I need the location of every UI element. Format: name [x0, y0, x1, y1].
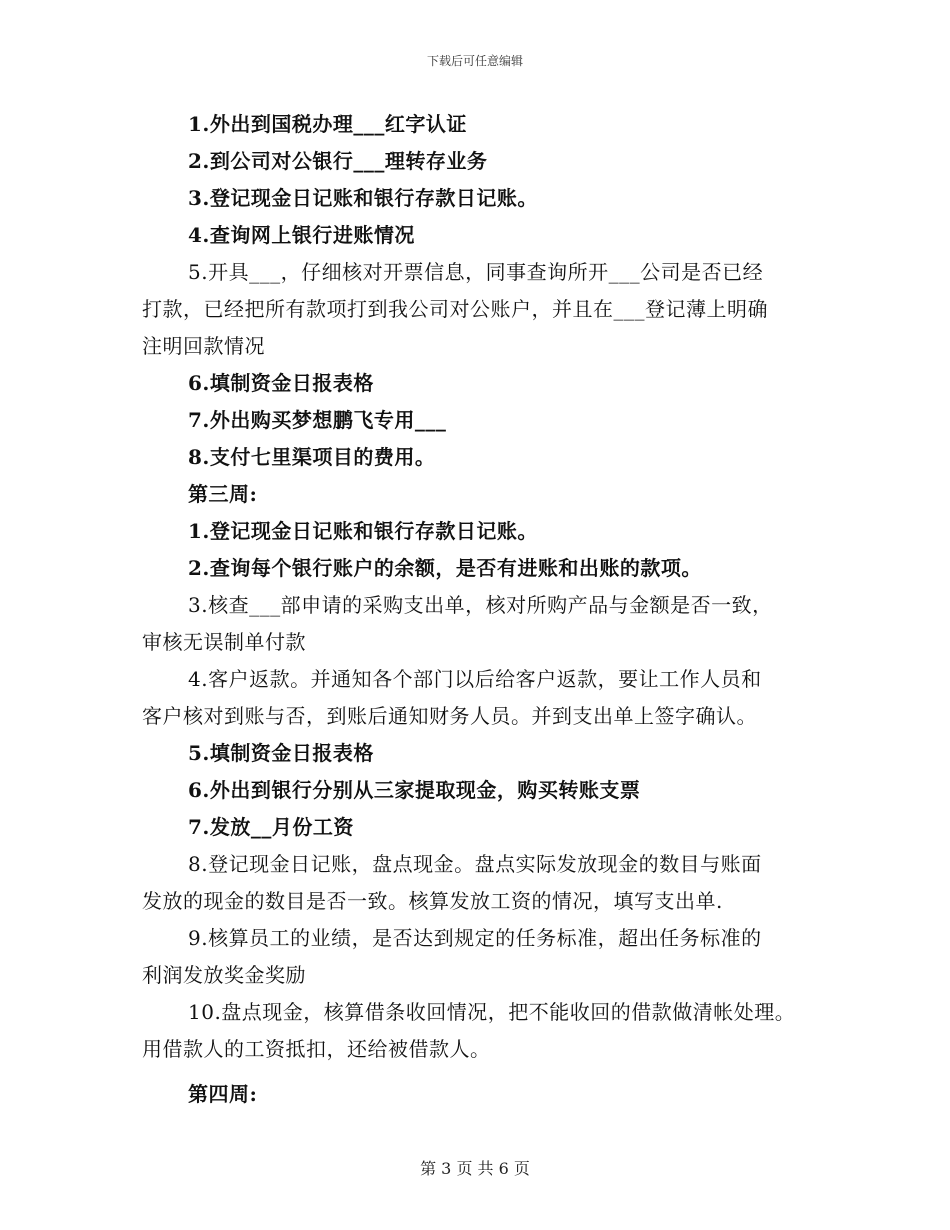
text-line: 利润发放奖金奖励 — [142, 963, 306, 987]
text-line: 9.核算员工的业绩，是否达到规定的任务标准，超出任务标准的 — [188, 926, 762, 950]
text-line: 2.到公司对公银行___理转存业务 — [188, 149, 488, 173]
text-line: 10.盘点现金，核算借条收回情况，把不能收回的借款做清帐处理。 — [188, 1000, 796, 1024]
text-line: 审核无误制单付款 — [142, 630, 306, 654]
text-line: 4.查询网上银行进账情况 — [188, 223, 415, 247]
text-line: 1.登记现金日记账和银行存款日记账。 — [188, 519, 538, 543]
text-line: 第三周: — [188, 482, 258, 506]
text-line: 6.填制资金日报表格 — [188, 371, 374, 395]
page-footer: 第 3 页 共 6 页 — [420, 1159, 530, 1178]
text-line: 7.发放__月份工资 — [188, 815, 354, 839]
text-line: 5.填制资金日报表格 — [188, 741, 374, 765]
text-line: 5.开具___，仔细核对开票信息，同事查询所开___公司是否已经 — [188, 260, 764, 284]
text-line: 7.外出购买梦想鹏飞专用___ — [188, 408, 447, 432]
text-line: 第四周: — [188, 1082, 258, 1106]
page-header: 下载后可任意编辑 — [426, 54, 523, 68]
text-line: 3.核查___部申请的采购支出单，核对所购产品与金额是否一致， — [188, 593, 773, 617]
text-line: 1.外出到国税办理___红字认证 — [188, 112, 467, 136]
text-line: 2.查询每个银行账户的余额，是否有进账和出账的款项。 — [188, 556, 702, 580]
text-line: 客户核对到账与否，到账后通知财务人员。并到支出单上签字确认。 — [142, 704, 757, 728]
document-body — [142, 106, 822, 1113]
text-line: 4.客户返款。并通知各个部门以后给客户返款，要让工作人员和 — [188, 667, 762, 691]
text-line: 6.外出到银行分别从三家提取现金，购买转账支票 — [188, 778, 641, 802]
text-line: 8.登记现金日记账，盘点现金。盘点实际发放现金的数目与账面 — [188, 852, 762, 876]
text-line: 3.登记现金日记账和银行存款日记账。 — [188, 186, 538, 210]
text-line: 发放的现金的数目是否一致。核算发放工资的情况，填写支出单. — [142, 889, 723, 913]
text-line: 打款，已经把所有款项打到我公司对公账户，并且在___登记薄上明确 — [142, 297, 768, 321]
text-line: 注明回款情况 — [142, 334, 265, 358]
text-line: 8.支付七里渠项目的费用。 — [188, 445, 436, 469]
text-line: 用借款人的工资抵扣，还给被借款人。 — [142, 1037, 491, 1061]
